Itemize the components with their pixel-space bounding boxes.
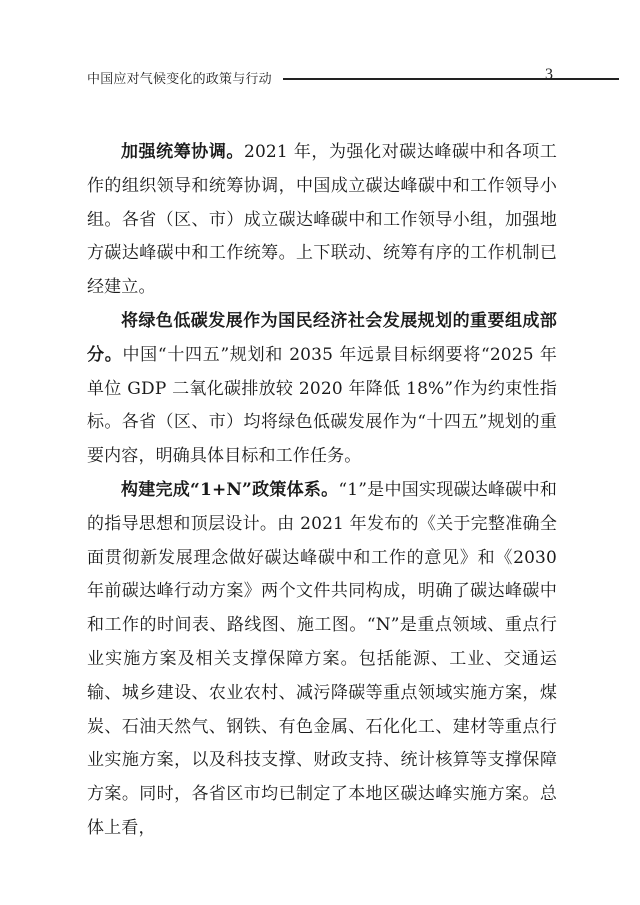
paragraph-lead: 将绿色低碳发展作为国民经济社会发展规划的重要组成部分。 bbox=[87, 310, 557, 365]
page-header bbox=[87, 66, 557, 92]
paragraph-coordination bbox=[87, 136, 557, 305]
paragraph-body: 2021 年，为强化对碳达峰碳中和各项工作的组织领导和统筹协调，中国成立碳达峰碳中和工作领导小组。各省（区、市）成立碳达峰碳中和工作领导小组，加强地方碳达峰碳中和工作统筹。上下联动、统筹有序的工作机制已经建立。 bbox=[87, 142, 557, 298]
page-number: 3 bbox=[545, 66, 553, 83]
paragraph-body: “1”是中国实现碳达峰碳中和的指导思想和顶层设计。由 2021 年发布的《关于完整准确全面贯彻新发展理念做好碳达峰碳中和工作的意见》和《2030 年前碳达峰行动方案》两个文件共同构成，明确了碳达峰碳中和工作的时间表、路线图、施工图。“N”是重点领域、重点行业实施方案及相关支撑保障方案。包括能源、工业、交通运输、城乡建设、农业农村、减污降碳等重点领域实施方案，煤炭、石油天然气、钢铁、有色金属、石化化工、建材等重点行业实施方案，以及科技支撑、财政支持、统计核算等支撑保障方案。同时，各省区市均已制定了本地区碳达峰实施方案。总体上看， bbox=[87, 479, 557, 838]
header-rule bbox=[283, 78, 619, 80]
paragraph-lead: 构建完成“1+N”政策体系。 bbox=[121, 479, 339, 500]
paragraph-policy-system bbox=[87, 474, 557, 846]
body-text bbox=[87, 136, 557, 846]
paragraph-lead: 加强统筹协调。 bbox=[121, 142, 244, 162]
paragraph-body: 中国“十四五”规划和 2035 年远景目标纲要将“2025 年单位 GDP 二氧化碳排放较 2020 年降低 18%”作为约束性指标。各省（区、市）均将绿色低碳发展作为“十四五”规划的重要内容，明确具体目标和工作任务。 bbox=[87, 344, 557, 467]
running-title: 中国应对气候变化的政策与行动 bbox=[87, 72, 272, 87]
paragraph-planning bbox=[87, 305, 557, 474]
